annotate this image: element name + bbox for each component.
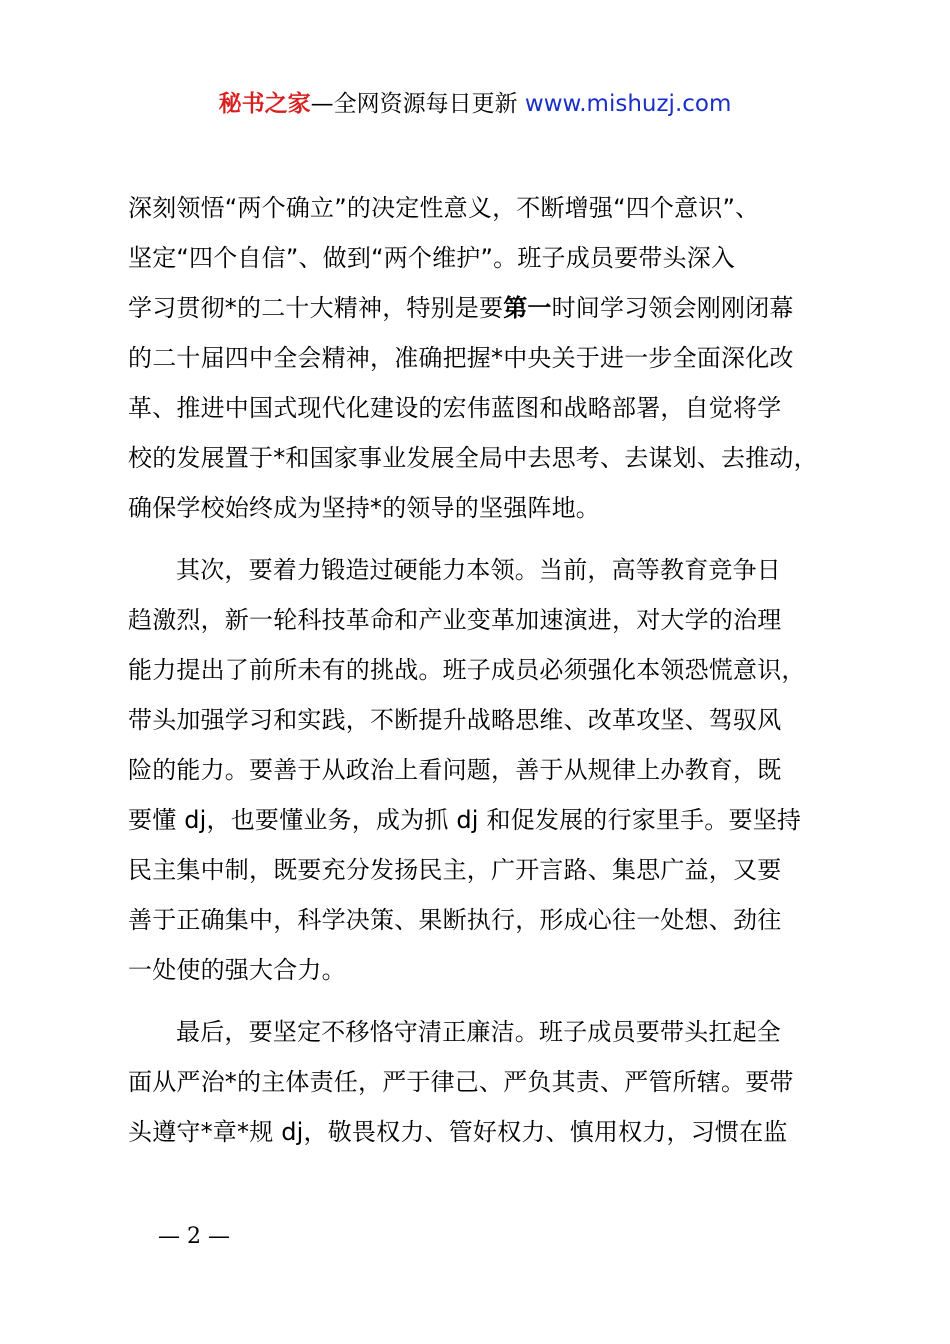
text-line: 一处使的强大合力。 xyxy=(128,956,346,984)
bold-text-run: 第一 xyxy=(503,294,552,322)
site-tagline: —全网资源每日更新 xyxy=(310,91,525,117)
text-line: 带头加强学习和实践，不断提升战略思维、改革攻坚、驾驭风 xyxy=(128,706,782,734)
text-line: 确保学校始终成为坚持*的领导的坚强阵地。 xyxy=(128,494,600,522)
text-line xyxy=(128,283,858,333)
text-line: 其次，要着力锻造过硬能力本领。当前，高等教育竞争日 xyxy=(176,556,781,584)
text-line: 最后，要坚定不移恪守清正廉洁。班子成员要带头扛起全 xyxy=(176,1018,781,1046)
site-brand: 秘书之家 xyxy=(218,91,311,117)
paragraph xyxy=(128,183,858,533)
text-line: 要懂 dj，也要懂业务，成为抓 dj 和促发展的行家里手。要坚持 xyxy=(128,806,802,834)
text-line: 民主集中制，既要充分发扬民主，广开言路、集思广益，又要 xyxy=(128,856,782,884)
text-line: 善于正确集中，科学决策、果断执行，形成心往一处想、劲往 xyxy=(128,906,782,934)
text-line: 趋激烈，新一轮科技革命和产业变革加速演进，对大学的治理 xyxy=(128,606,782,634)
text-line: 校的发展置于*和国家事业发展全局中去思考、去谋划、去推动， xyxy=(128,444,818,472)
text-line: 深刻领悟“两个确立”的决定性意义，不断增强“四个意识”、 xyxy=(128,194,760,222)
text-line: 革、推进中国式现代化建设的宏伟蓝图和战略部署，自觉将学 xyxy=(128,394,782,422)
text-line: 的二十届四中全会精神，准确把握*中央关于进一步全面深化改 xyxy=(128,344,794,372)
text-line: 险的能力。要善于从政治上看问题，善于从规律上办教育，既 xyxy=(128,756,782,784)
text-line: 坚定“四个自信”、做到“两个维护”。班子成员要带头深入 xyxy=(128,244,736,272)
site-header xyxy=(0,88,950,120)
text-line: 面从严治*的主体责任，严于律己、严负其责、严管所辖。要带 xyxy=(128,1068,794,1096)
site-url-link[interactable]: www.mishuzj.com xyxy=(524,91,732,117)
paragraph xyxy=(128,545,858,995)
text-run: 时间学习领会刚刚闭幕 xyxy=(551,294,794,322)
paragraph-spacing xyxy=(128,995,858,1007)
document-body xyxy=(128,183,858,1157)
text-run: 学习贯彻*的二十大精神，特别是要 xyxy=(128,294,504,322)
text-line: 能力提出了前所未有的挑战。班子成员必须强化本领恐慌意识， xyxy=(128,656,806,684)
text-line: 头遵守*章*规 dj，敬畏权力、管好权力、慎用权力，习惯在监 xyxy=(128,1118,788,1146)
page-number: — 2 — xyxy=(158,1224,230,1249)
paragraph-spacing xyxy=(128,533,858,545)
paragraph xyxy=(128,1007,858,1157)
